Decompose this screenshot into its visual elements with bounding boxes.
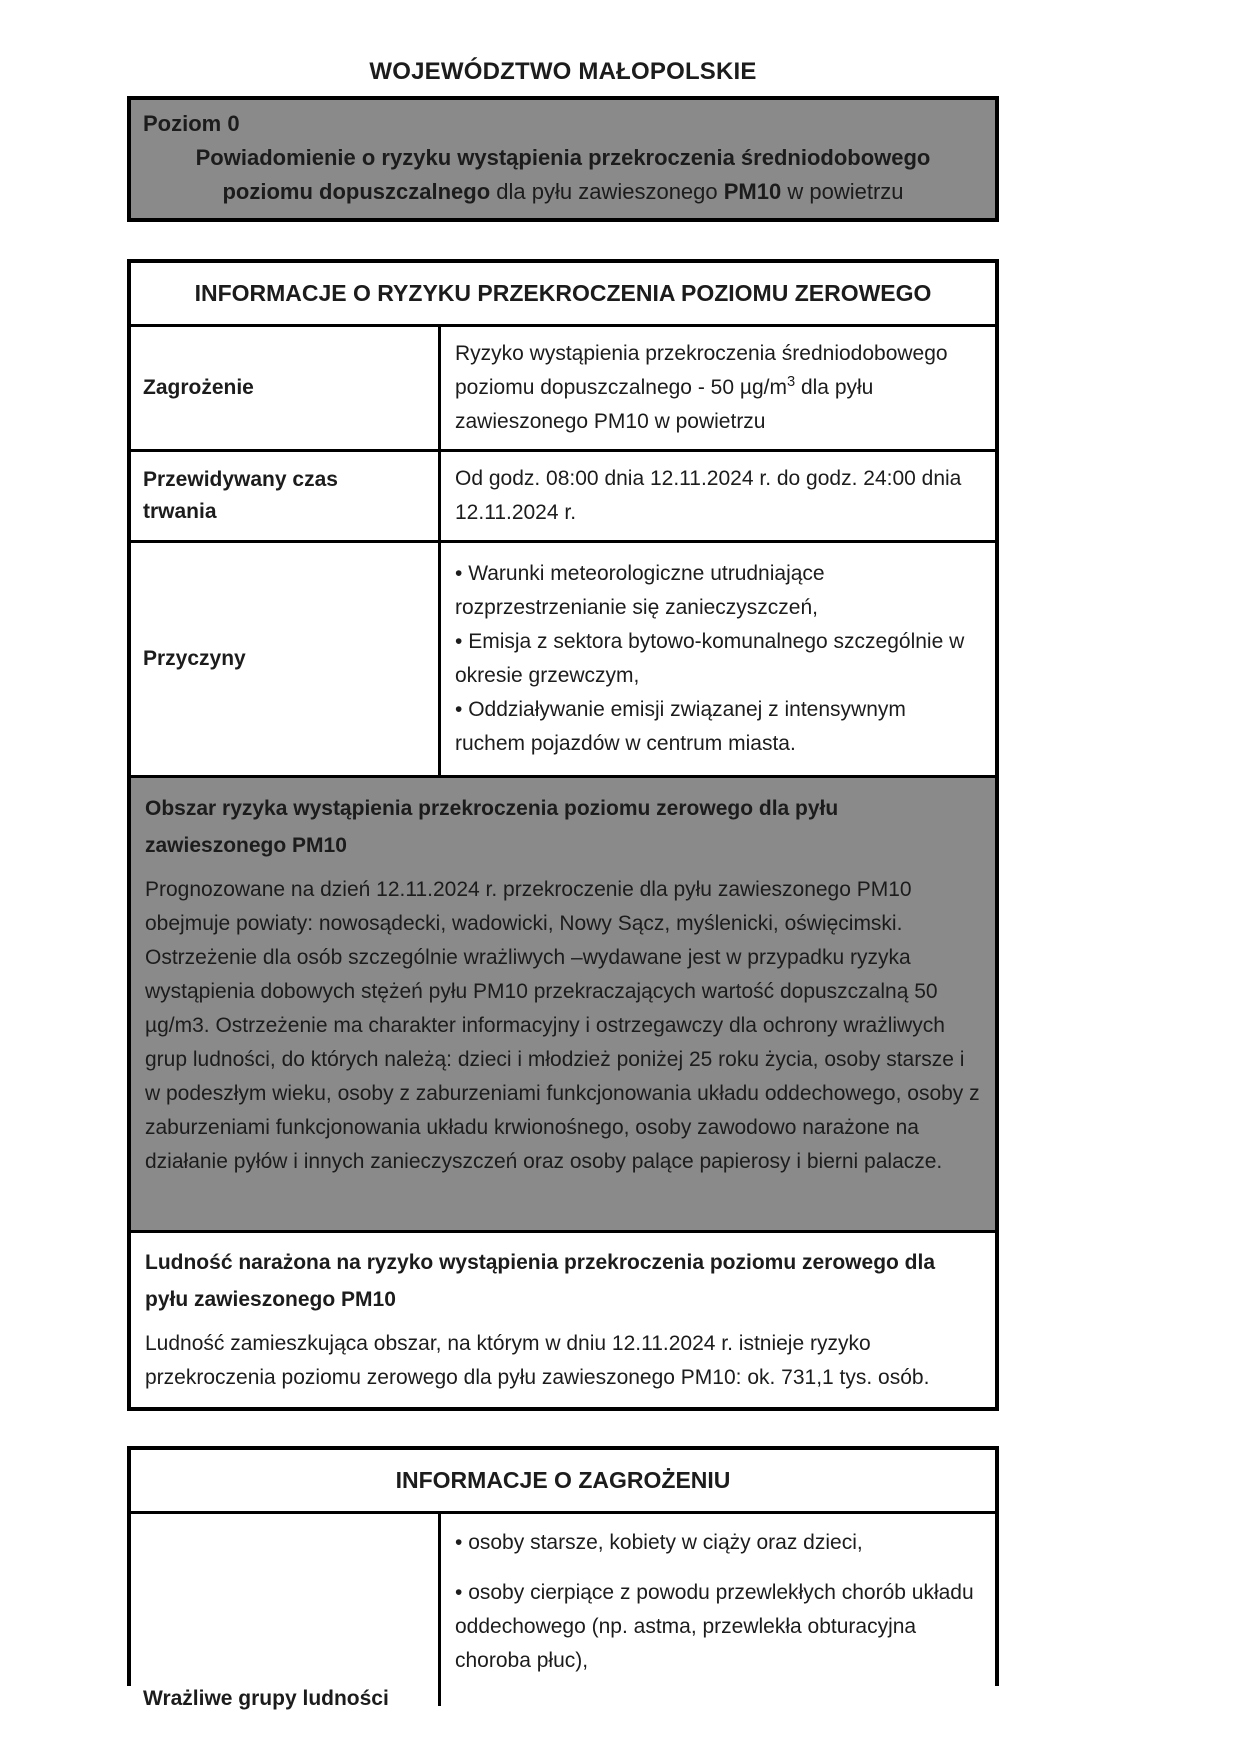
list-item — [455, 1526, 981, 1560]
threat-value — [441, 327, 995, 449]
bullet-marker: • — [455, 562, 463, 585]
duration-value — [441, 452, 995, 540]
threat-value-pre: Ryzyko wystąpienia przekroczenia średniodobowego poziomu dopuszczalnego - 50 µg/m — [455, 342, 948, 399]
population-section — [131, 1230, 995, 1407]
hazard-table-title: INFORMACJE O ZAGROŻENIU — [131, 1450, 995, 1511]
alert-level-label: Poziom 0 — [143, 111, 240, 136]
bullet-marker: • — [455, 1581, 463, 1604]
hazard-info-section — [127, 1446, 999, 1710]
risk-area-body: Prognozowane na dzień 12.11.2024 r. przekroczenie dla pyłu zawieszonego PM10 obejmuje powiaty: nowosądecki, wadowicki, Nowy Sącz, myślenicki, oświęcimski. Ostrzeżenie dla osób szczególnie wrażliwych –wydawane jest w przypadku ryzyka wystąpienia dobowych stężeń pyłu PM10 przekraczających wartość dopuszczalną 50 µg/m3. Ostrzeżenie ma charakter informacyjny i ostrzegawczy dla ochrony wrażliwych grup ludności, do których należą: dzieci i młodzież poniżej 25 roku życia, osoby starsze i w podeszłym wieku, osoby z zaburzeniami funkcjonowania układu oddechowego, osoby z zaburzeniami funkcjonowania układu krwionośnego, osoby zawodowo narażone na działanie pyłów i innych zanieczyszczeń oraz osoby palące papierosy i bierni palacze. — [145, 878, 980, 1173]
threat-label — [131, 327, 441, 449]
threat-value-post: dla pyłu zawieszonego PM10 w powietrzu — [455, 376, 874, 433]
alert-line2-text-a: dla pyłu zawieszonego — [490, 179, 724, 204]
causes-value — [441, 543, 995, 775]
alert-level-box — [127, 96, 999, 222]
cause-text: Emisja z sektora bytowo-komunalnego szczególnie w okresie grzewczym, — [455, 630, 965, 687]
cause-text: Warunki meteorologiczne utrudniające rozprzestrzenianie się zanieczyszczeń, — [455, 562, 825, 619]
group-text: osoby starsze, kobiety w ciąży oraz dzieci, — [468, 1531, 863, 1554]
causes-label — [131, 543, 441, 775]
risk-table-title: INFORMACJE O RYZYKU PRZEKROCZENIA POZIOMU ZEROWEGO — [131, 263, 995, 324]
list-item — [455, 625, 981, 693]
page-title: WOJEWÓDZTWO MAŁOPOLSKIE — [369, 58, 757, 85]
alert-line2-bold-a: poziomu dopuszczalnego — [222, 179, 491, 204]
bullet-marker: • — [455, 630, 463, 653]
cause-text: Oddziaływanie emisji związanej z intensywnym ruchem pojazdów w centrum miasta. — [455, 698, 906, 755]
vulnerable-groups-label-text: Wrażliwe grupy ludności — [143, 1687, 389, 1710]
duration-label-text: Przewidywany czas trwania — [143, 468, 338, 523]
list-item — [455, 1576, 981, 1678]
group-text: osoby cierpiące z powodu przewlekłych chorób układu oddechowego (np. astma, przewlekła obturacyjna choroba płuc), — [455, 1581, 974, 1672]
document-content — [127, 58, 999, 1710]
table-row-vulnerable-groups — [131, 1511, 995, 1710]
risk-info-section — [127, 259, 999, 1411]
causes-label-text: Przyczyny — [143, 647, 246, 670]
bullet-marker: • — [455, 1531, 463, 1554]
population-body: Ludność zamieszkująca obszar, na którym w dniu 12.11.2024 r. istnieje ryzyko przekroczenia poziomu zerowego dla pyłu zawieszonego PM10: ok. 731,1 tys. osób. — [145, 1332, 930, 1389]
table-row-duration — [131, 449, 995, 540]
risk-area-section — [131, 775, 995, 1230]
alert-line2-text-b: w powietrzu — [781, 179, 904, 204]
threat-value-sup: 3 — [786, 374, 796, 390]
bullet-marker: • — [455, 698, 463, 721]
table-row-threat — [131, 324, 995, 449]
table-row-causes — [131, 540, 995, 775]
population-heading: Ludność narażona na ryzyko wystąpienia przekroczenia poziomu zerowego dla pyłu zawieszonego PM10 — [145, 1251, 936, 1311]
threat-label-text: Zagrożenie — [143, 376, 254, 399]
alert-notification-line: Powiadomienie o ryzyku wystąpienia przekroczenia średniodobowego — [195, 145, 931, 170]
vulnerable-groups-value — [441, 1514, 995, 1706]
risk-area-heading: Obszar ryzyka wystąpienia przekroczenia poziomu zerowego dla pyłu zawieszonego PM10 — [145, 797, 839, 857]
duration-label — [131, 452, 441, 540]
alert-notification-line2 — [143, 175, 983, 209]
list-item — [455, 557, 981, 625]
vulnerable-groups-label — [131, 1514, 441, 1710]
list-item — [455, 693, 981, 761]
alert-line2-bold-b: PM10 — [723, 179, 782, 204]
duration-value-text: Od godz. 08:00 dnia 12.11.2024 r. do godz. 24:00 dnia 12.11.2024 r. — [455, 467, 962, 524]
